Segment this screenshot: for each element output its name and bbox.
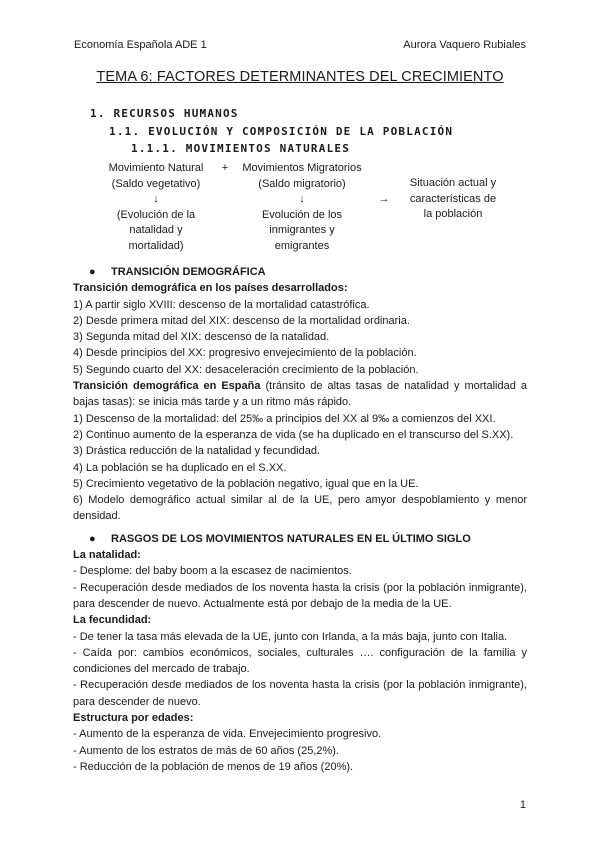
subheading: La fecundidad:	[73, 614, 152, 627]
list-item: - Aumento de los estratos de más de 60 años (25,2%).	[73, 744, 339, 757]
list-item: - Desplome: del baby boom a la escasez de nacimientos.	[73, 565, 352, 578]
subheading: Transición demográfica en los países desarrollados:	[73, 282, 348, 295]
diagram-text: inmigrantes y	[269, 224, 335, 236]
bullet-icon: ●	[89, 532, 96, 545]
header-course: Economía Española ADE 1	[74, 39, 207, 51]
list-item: 3) Drástica reducción de la natalidad y fecundidad.	[73, 445, 321, 458]
diagram-text: Situación actual y	[409, 177, 497, 189]
page-number: 1	[519, 799, 526, 811]
diagram-text: (Saldo migratorio)	[258, 177, 346, 190]
list-item: - Recuperación desde mediados de los noventa hasta la crisis (por la población inmigrante), para descender de nuevo. Actualmente está por debajo de la media de la UE.	[73, 581, 527, 610]
diagram-col-migratory	[236, 161, 368, 254]
list-item: 1) A partir siglo XVIII: descenso de la mortalidad catastrófica.	[73, 298, 370, 311]
section-title: RASGOS DE LOS MOVIMIENTOS NATURALES EN EL ÚLTIMO SIGLO	[111, 532, 471, 545]
diagram-col-result	[398, 176, 508, 223]
down-arrow-icon: ↓	[299, 193, 305, 205]
diagram-text: características de	[409, 192, 497, 205]
list-item: - Reducción de la población de menos de 19 años (20%).	[73, 760, 354, 773]
heading-level-3: 1.1.1. MOVIMIENTOS NATURALES	[131, 142, 351, 155]
heading-level-1: 1. RECURSOS HUMANOS	[90, 107, 239, 120]
heading-level-2: 1.1. EVOLUCIÓN Y COMPOSICIÓN DE LA POBLACIÓN	[109, 125, 454, 138]
diagram-text: la población	[423, 208, 483, 220]
list-item: 5) Crecimiento vegetativo de la población negativo, igual que en la UE.	[73, 477, 419, 490]
list-item: 2) Desde primera mitad del XIX: descenso de la mortalidad ordinaria.	[73, 314, 410, 327]
list-item: 5) Segundo cuarto del XX: desaceleración crecimiento de la población.	[73, 363, 419, 376]
diagram-text: emigrantes	[274, 239, 330, 252]
section-heading-rasgos	[73, 531, 527, 547]
header-author: Aurora Vaquero Rubiales	[403, 39, 526, 51]
list-item: - Caída por: cambios económicos, sociales, culturales …. configuración de la familia y condiciones del mercado de trabajo.	[73, 646, 527, 676]
list-item: 4) Desde principios del XX: progresivo envejecimiento de la población.	[73, 347, 417, 360]
list-item: 3) Segunda mitad del XIX: descenso de la natalidad.	[73, 331, 330, 344]
diagram-text: Movimientos Migratorios	[242, 162, 362, 174]
bullet-icon: ●	[89, 266, 96, 278]
diagram-text: (Evolución de la	[116, 208, 196, 221]
subheading: Estructura por edades:	[73, 712, 194, 725]
list-item: 4) La población se ha duplicado en el S.XX.	[73, 461, 287, 474]
list-item: 1) Descenso de la mortalidad: del 25‰ a principios del XX al 9‰ a comienzos del XXI.	[73, 412, 496, 425]
diagram-col-natural	[101, 161, 211, 254]
down-arrow-icon: ↓	[153, 193, 159, 205]
page-title: TEMA 6: FACTORES DETERMINANTES DEL CRECIMIENTO	[96, 69, 504, 85]
diagram-text: Movimiento Natural	[108, 162, 204, 174]
diagram-text: mortalidad)	[128, 239, 184, 252]
section-title: TRANSICIÓN DEMOGRÁFICA	[111, 266, 266, 278]
list-item: 2) Continuo aumento de la esperanza de vida (se ha duplicado en el transcurso del S.XX).	[73, 428, 514, 441]
right-arrow-icon: →	[378, 193, 390, 205]
list-item: - Aumento de la esperanza de vida. Envejecimiento progresivo.	[73, 728, 382, 741]
paragraph-text: (tránsito de altas tasas de natalidad y mortalidad a bajas tasas): se inicia más tarde y a un ritmo más rápido.	[73, 380, 527, 409]
section-heading-transicion	[73, 264, 527, 280]
diagram-text: natalidad y	[129, 224, 183, 236]
list-item: - Recuperación desde mediados de los noventa hasta la crisis (por la población inmigrante), para descender de nuevo.	[73, 679, 527, 708]
diagram-plus: +	[221, 162, 229, 174]
list-item: 6) Modelo demográfico actual similar al de la UE, pero amyor despoblamiento y menor densidad.	[73, 494, 527, 523]
subheading: Transición demográfica en España	[73, 380, 261, 393]
paragraph-espana	[73, 378, 527, 411]
diagram-text: (Saldo vegetativo)	[111, 177, 201, 190]
list-item: - De tener la tasa más elevada de la UE, junto con Irlanda, a la más baja, junto con Italia.	[73, 630, 508, 643]
subheading: La natalidad:	[73, 549, 141, 562]
body-content	[73, 264, 527, 775]
diagram-text: Evolución de los	[261, 208, 343, 221]
